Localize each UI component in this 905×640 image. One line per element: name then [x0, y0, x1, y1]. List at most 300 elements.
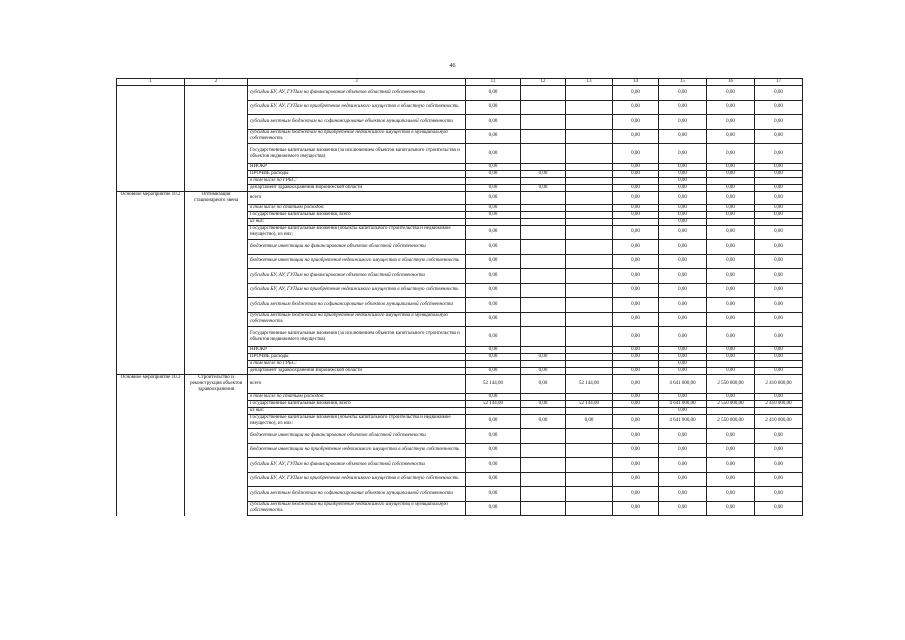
value-cell: 0,00 — [659, 225, 707, 240]
value-cell: 0,00 — [755, 164, 803, 171]
value-cell: 0,00 — [613, 254, 659, 269]
row-label: НИОКР — [248, 164, 466, 171]
activity-code-cell — [117, 225, 185, 240]
activity-code-cell — [117, 487, 185, 502]
value-cell: 0,00 — [613, 472, 659, 487]
value-cell: 0,00 — [755, 354, 803, 361]
row-label: из них: — [248, 407, 466, 414]
activity-name-cell — [185, 443, 248, 458]
value-cell: 0,00 — [659, 269, 707, 284]
activity-code-cell — [117, 211, 185, 218]
value-cell: 0,00 — [466, 443, 521, 458]
value-cell: 0,00 — [755, 393, 803, 400]
value-cell: 0,00 — [466, 487, 521, 502]
row-label: субсидии местным бюджетам на софинансирование объектов муниципальной собственности — [248, 298, 466, 313]
table-row — [117, 407, 803, 414]
value-cell: 0,00 — [466, 225, 521, 240]
value-cell: 0,00 — [659, 429, 707, 444]
value-cell: 0,00 — [613, 501, 659, 516]
activity-name-cell — [185, 407, 248, 414]
activity-code-cell — [117, 171, 185, 178]
value-cell: 0,00 — [659, 86, 707, 101]
value-cell — [521, 312, 566, 327]
value-cell — [521, 211, 566, 218]
value-cell: 0,00 — [613, 225, 659, 240]
value-cell: 0,00 — [755, 192, 803, 205]
value-cell — [566, 100, 613, 115]
value-cell: 0,00 — [466, 354, 521, 361]
row-label: субсидии БУ, АУ, ГУПам на финансирование объектов областной собственности — [248, 458, 466, 473]
value-cell: 0,00 — [466, 393, 521, 400]
value-cell: 2 410 000,00 — [755, 414, 803, 429]
activity-name-cell: Оптимизация стационарного звена — [185, 192, 248, 205]
value-cell: 0,00 — [755, 225, 803, 240]
activity-code-cell — [117, 115, 185, 130]
value-cell: 0,00 — [466, 115, 521, 130]
value-cell: 0,00 — [755, 86, 803, 101]
activity-name-cell — [185, 86, 248, 101]
value-cell: 0,00 — [466, 144, 521, 164]
value-cell: 0,00 — [659, 178, 707, 185]
value-cell — [466, 178, 521, 185]
value-cell: 0,00 — [707, 164, 755, 171]
value-cell — [566, 254, 613, 269]
value-cell: 0,00 — [466, 368, 521, 375]
value-cell: 0,00 — [466, 283, 521, 298]
value-cell: 0,00 — [613, 375, 659, 394]
activity-name-cell — [185, 144, 248, 164]
value-cell: 2 550 000,00 — [707, 375, 755, 394]
table-row — [117, 185, 803, 192]
activity-name-cell — [185, 501, 248, 516]
value-cell: 0,00 — [707, 393, 755, 400]
value-cell: 0,00 — [755, 240, 803, 255]
value-cell: 0,00 — [613, 458, 659, 473]
activity-code-cell — [117, 185, 185, 192]
value-cell: 0,00 — [613, 86, 659, 101]
value-cell: 0,00 — [659, 368, 707, 375]
value-cell: 0,00 — [755, 204, 803, 211]
activity-code-cell — [117, 269, 185, 284]
value-cell: 0,00 — [707, 144, 755, 164]
value-cell: 0,00 — [707, 269, 755, 284]
row-label: в том числе по статьям расходов: — [248, 204, 466, 211]
value-cell: 0,00 — [707, 429, 755, 444]
value-cell — [566, 269, 613, 284]
table-row — [117, 443, 803, 458]
value-cell: 0,00 — [755, 144, 803, 164]
value-cell: 0,00 — [707, 225, 755, 240]
value-cell: 0,00 — [707, 86, 755, 101]
activity-name-cell — [185, 487, 248, 502]
header-row — [117, 79, 803, 86]
activity-code-cell — [117, 298, 185, 313]
page-number: 46 — [449, 63, 456, 69]
value-cell: 0,00 — [659, 407, 707, 414]
row-label: Государственные капитальные вложения (объекты капитального строительства и недвижимое имущество), из них: — [248, 225, 466, 240]
value-cell: 0,00 — [755, 347, 803, 354]
value-cell: 0,00 — [521, 171, 566, 178]
value-cell: 0,00 — [707, 211, 755, 218]
activity-code-cell — [117, 354, 185, 361]
value-cell — [755, 407, 803, 414]
value-cell — [521, 225, 566, 240]
activity-name-cell — [185, 368, 248, 375]
row-label: бюджетные инвестиции на финансирование объектов областной собственности — [248, 240, 466, 255]
row-label: всего — [248, 375, 466, 394]
activity-code-cell — [117, 327, 185, 347]
value-cell: 0,00 — [466, 185, 521, 192]
row-label: бюджетные инвестиции на финансирование объектов областной собственности — [248, 429, 466, 444]
value-cell: 0,00 — [613, 144, 659, 164]
row-label: бюджетные инвестиции на приобретение недвижимого имущества в областную собственность — [248, 443, 466, 458]
value-cell: 0,00 — [521, 185, 566, 192]
activity-name-cell — [185, 185, 248, 192]
value-cell — [521, 429, 566, 444]
value-cell: 0,00 — [613, 327, 659, 347]
value-cell — [755, 178, 803, 185]
table-row — [117, 368, 803, 375]
value-cell: 0,00 — [659, 312, 707, 327]
value-cell: 0,00 — [755, 283, 803, 298]
column-header: 2 — [185, 79, 248, 86]
value-cell: 0,00 — [613, 171, 659, 178]
value-cell: 0,00 — [755, 115, 803, 130]
value-cell: 0,00 — [707, 283, 755, 298]
value-cell: 0,00 — [466, 204, 521, 211]
value-cell — [566, 354, 613, 361]
value-cell: 0,00 — [613, 269, 659, 284]
value-cell: 0,00 — [466, 414, 521, 429]
value-cell — [521, 204, 566, 211]
table-row — [117, 458, 803, 473]
value-cell — [466, 407, 521, 414]
value-cell: 0,00 — [707, 368, 755, 375]
row-label: субсидии БУ, АУ, ГУПам на финансирование объектов областной собственности — [248, 86, 466, 101]
value-cell: 0,00 — [613, 192, 659, 205]
value-cell: 0,00 — [466, 171, 521, 178]
value-cell — [566, 443, 613, 458]
value-cell: 0,00 — [755, 100, 803, 115]
activity-code-cell — [117, 443, 185, 458]
value-cell: 0,00 — [521, 414, 566, 429]
value-cell: 0,00 — [659, 501, 707, 516]
value-cell: 0,00 — [521, 354, 566, 361]
value-cell: 0,00 — [466, 472, 521, 487]
value-cell — [566, 240, 613, 255]
activity-name-cell — [185, 204, 248, 211]
value-cell: 0,00 — [613, 368, 659, 375]
column-header: 12 — [521, 79, 566, 86]
value-cell: 0,00 — [466, 312, 521, 327]
activity-name-cell — [185, 414, 248, 429]
activity-name-cell — [185, 347, 248, 354]
value-cell: 0,00 — [707, 171, 755, 178]
value-cell: 0,00 — [613, 211, 659, 218]
value-cell: 0,00 — [707, 327, 755, 347]
activity-code-cell — [117, 144, 185, 164]
value-cell — [707, 361, 755, 368]
value-cell: 0,00 — [707, 312, 755, 327]
value-cell: 52 144,00 — [466, 375, 521, 394]
value-cell — [566, 368, 613, 375]
value-cell: 0,00 — [659, 144, 707, 164]
row-label: департамент здравоохранения Воронежской области — [248, 185, 466, 192]
value-cell: 0,00 — [659, 254, 707, 269]
value-cell: 2 410 000,00 — [755, 375, 803, 394]
activity-code-cell — [117, 204, 185, 211]
value-cell — [566, 178, 613, 185]
table-row — [117, 327, 803, 347]
activity-code-cell: Основное мероприятие 10.2 — [117, 192, 185, 205]
activity-name-cell — [185, 254, 248, 269]
value-cell — [521, 327, 566, 347]
value-cell — [566, 312, 613, 327]
value-cell — [521, 269, 566, 284]
value-cell: 0,00 — [613, 354, 659, 361]
table-row — [117, 178, 803, 185]
value-cell: 0,00 — [613, 414, 659, 429]
value-cell: 0,00 — [755, 487, 803, 502]
value-cell: 0,00 — [755, 312, 803, 327]
value-cell: 0,00 — [755, 254, 803, 269]
value-cell — [566, 185, 613, 192]
activity-code-cell — [117, 312, 185, 327]
activity-code-cell — [117, 240, 185, 255]
activity-code-cell — [117, 501, 185, 516]
activity-code-cell — [117, 368, 185, 375]
budget-table — [116, 78, 803, 516]
table-row — [117, 225, 803, 240]
value-cell — [521, 347, 566, 354]
value-cell: 0,00 — [659, 164, 707, 171]
table-row — [117, 100, 803, 115]
row-label: субсидии БУ, АУ, ГУПам на приобретение недвижимого имущества в областную собственность — [248, 100, 466, 115]
table-row — [117, 414, 803, 429]
value-cell — [566, 129, 613, 144]
row-label: субсидии местным бюджетам на приобретение недвижимого имущества в муниципальную собственность — [248, 129, 466, 144]
value-cell: 52 144,00 — [466, 400, 521, 407]
activity-code-cell — [117, 164, 185, 171]
row-label: бюджетные инвестиции на приобретение недвижимого имущества в областную собственность — [248, 254, 466, 269]
activity-code-cell — [117, 218, 185, 225]
value-cell: 0,00 — [466, 240, 521, 255]
activity-code-cell — [117, 178, 185, 185]
value-cell: 0,00 — [659, 204, 707, 211]
table-row — [117, 375, 803, 394]
value-cell: 0,00 — [707, 204, 755, 211]
value-cell: 0,00 — [707, 192, 755, 205]
table-row — [117, 240, 803, 255]
value-cell: 0,00 — [755, 458, 803, 473]
row-label: в том числе по ГРБС: — [248, 178, 466, 185]
row-label: субсидии местным бюджетам на приобретение недвижимого имущества в муниципальную собственность — [248, 312, 466, 327]
value-cell: 0,00 — [707, 354, 755, 361]
value-cell — [566, 192, 613, 205]
value-cell: 0,00 — [613, 429, 659, 444]
value-cell — [566, 361, 613, 368]
value-cell: 0,00 — [707, 115, 755, 130]
value-cell: 2 550 000,00 — [707, 414, 755, 429]
table-row — [117, 129, 803, 144]
value-cell: 2 550 000,00 — [707, 400, 755, 407]
value-cell — [566, 472, 613, 487]
value-cell — [521, 393, 566, 400]
value-cell: 52 144,00 — [566, 375, 613, 394]
activity-code-cell — [117, 129, 185, 144]
value-cell — [566, 458, 613, 473]
value-cell — [755, 218, 803, 225]
activity-code-cell — [117, 283, 185, 298]
value-cell: 0,00 — [613, 298, 659, 313]
value-cell: 0,00 — [613, 129, 659, 144]
value-cell: 0,00 — [659, 129, 707, 144]
value-cell: 0,00 — [755, 185, 803, 192]
activity-name-cell — [185, 400, 248, 407]
row-label: из них: — [248, 218, 466, 225]
value-cell — [566, 501, 613, 516]
table-row — [117, 347, 803, 354]
activity-code-cell — [117, 100, 185, 115]
value-cell: 0,00 — [613, 185, 659, 192]
value-cell: 0,00 — [707, 298, 755, 313]
value-cell: 0,00 — [659, 327, 707, 347]
value-cell: 0,00 — [659, 283, 707, 298]
activity-name-cell — [185, 164, 248, 171]
value-cell: 0,00 — [659, 298, 707, 313]
activity-code-cell — [117, 458, 185, 473]
value-cell — [521, 240, 566, 255]
activity-code-cell — [117, 400, 185, 407]
value-cell — [566, 86, 613, 101]
value-cell: 0,00 — [755, 472, 803, 487]
value-cell: 4 641 000,00 — [659, 400, 707, 407]
column-header: 15 — [659, 79, 707, 86]
row-label: Государственные капитальные вложения (за исключением объектов капитального строительства и объектов недвижимого имущества) — [248, 144, 466, 164]
value-cell — [566, 204, 613, 211]
table-row — [117, 487, 803, 502]
value-cell — [521, 100, 566, 115]
value-cell: 0,00 — [659, 211, 707, 218]
value-cell: 0,00 — [755, 129, 803, 144]
value-cell — [466, 361, 521, 368]
activity-code-cell — [117, 393, 185, 400]
value-cell: 0,00 — [707, 443, 755, 458]
column-header: 11 — [466, 79, 521, 86]
activity-name-cell — [185, 472, 248, 487]
value-cell — [521, 129, 566, 144]
value-cell — [566, 393, 613, 400]
value-cell: 0,00 — [613, 204, 659, 211]
value-cell — [566, 347, 613, 354]
column-header: 13 — [566, 79, 613, 86]
value-cell — [521, 458, 566, 473]
value-cell: 0,00 — [466, 129, 521, 144]
value-cell: 0,00 — [613, 400, 659, 407]
value-cell: 52 144,00 — [566, 400, 613, 407]
value-cell — [521, 501, 566, 516]
table-row — [117, 218, 803, 225]
activity-name-cell — [185, 283, 248, 298]
value-cell: 0,00 — [659, 115, 707, 130]
value-cell: 0,00 — [755, 211, 803, 218]
value-cell — [613, 361, 659, 368]
value-cell: 0,00 — [707, 254, 755, 269]
value-cell: 0,00 — [659, 443, 707, 458]
row-label: субсидии БУ, АУ, ГУПам на приобретение недвижимого имущества в областную собственность — [248, 472, 466, 487]
table-row — [117, 361, 803, 368]
activity-name-cell — [185, 171, 248, 178]
table-row — [117, 192, 803, 205]
row-label: Государственные капитальные вложения (объекты капитального строительства и недвижимое имущество), из них: — [248, 414, 466, 429]
activity-name-cell — [185, 129, 248, 144]
value-cell: 0,00 — [755, 443, 803, 458]
table-row — [117, 298, 803, 313]
table-row — [117, 115, 803, 130]
row-label: НИОКР — [248, 347, 466, 354]
value-cell — [466, 218, 521, 225]
value-cell — [521, 283, 566, 298]
row-label: субсидии БУ, АУ, ГУПам на финансирование объектов областной собственности — [248, 269, 466, 284]
table-row — [117, 254, 803, 269]
table-row — [117, 429, 803, 444]
value-cell — [521, 254, 566, 269]
value-cell: 0,00 — [659, 240, 707, 255]
value-cell: 0,00 — [659, 458, 707, 473]
activity-name-cell — [185, 361, 248, 368]
value-cell: 0,00 — [466, 192, 521, 205]
activity-code-cell — [117, 414, 185, 429]
value-cell — [521, 86, 566, 101]
row-label: Государственные капитальные вложения, всего — [248, 400, 466, 407]
value-cell: 0,00 — [521, 368, 566, 375]
activity-name-cell — [185, 429, 248, 444]
value-cell: 0,00 — [707, 185, 755, 192]
value-cell: 0,00 — [707, 458, 755, 473]
table-row — [117, 164, 803, 171]
row-label: Государственные капитальные вложения, всего — [248, 211, 466, 218]
value-cell: 2 410 000,00 — [755, 400, 803, 407]
row-label: ПРОЧИЕ расходы — [248, 354, 466, 361]
value-cell: 0,00 — [755, 368, 803, 375]
value-cell: 0,00 — [466, 298, 521, 313]
value-cell — [521, 361, 566, 368]
value-cell: 0,00 — [659, 487, 707, 502]
table-row — [117, 269, 803, 284]
table-row — [117, 86, 803, 101]
value-cell: 0,00 — [466, 164, 521, 171]
table-header — [117, 79, 803, 86]
value-cell: 0,00 — [466, 269, 521, 284]
table-row — [117, 400, 803, 407]
value-cell: 0,00 — [613, 283, 659, 298]
value-cell: 0,00 — [613, 312, 659, 327]
value-cell: 0,00 — [613, 347, 659, 354]
value-cell: 0,00 — [707, 347, 755, 354]
value-cell — [566, 171, 613, 178]
value-cell: 0,00 — [466, 100, 521, 115]
table-body — [117, 86, 803, 516]
activity-name-cell — [185, 240, 248, 255]
row-label: субсидии местным бюджетам на софинансирование объектов муниципальной собственности — [248, 115, 466, 130]
value-cell: 0,00 — [466, 347, 521, 354]
value-cell: 0,00 — [755, 171, 803, 178]
value-cell: 0,00 — [566, 414, 613, 429]
value-cell — [521, 178, 566, 185]
activity-name-cell: Строительство и реконструкция объектов здравоохранения — [185, 375, 248, 394]
activity-name-cell — [185, 354, 248, 361]
row-label: всего — [248, 192, 466, 205]
